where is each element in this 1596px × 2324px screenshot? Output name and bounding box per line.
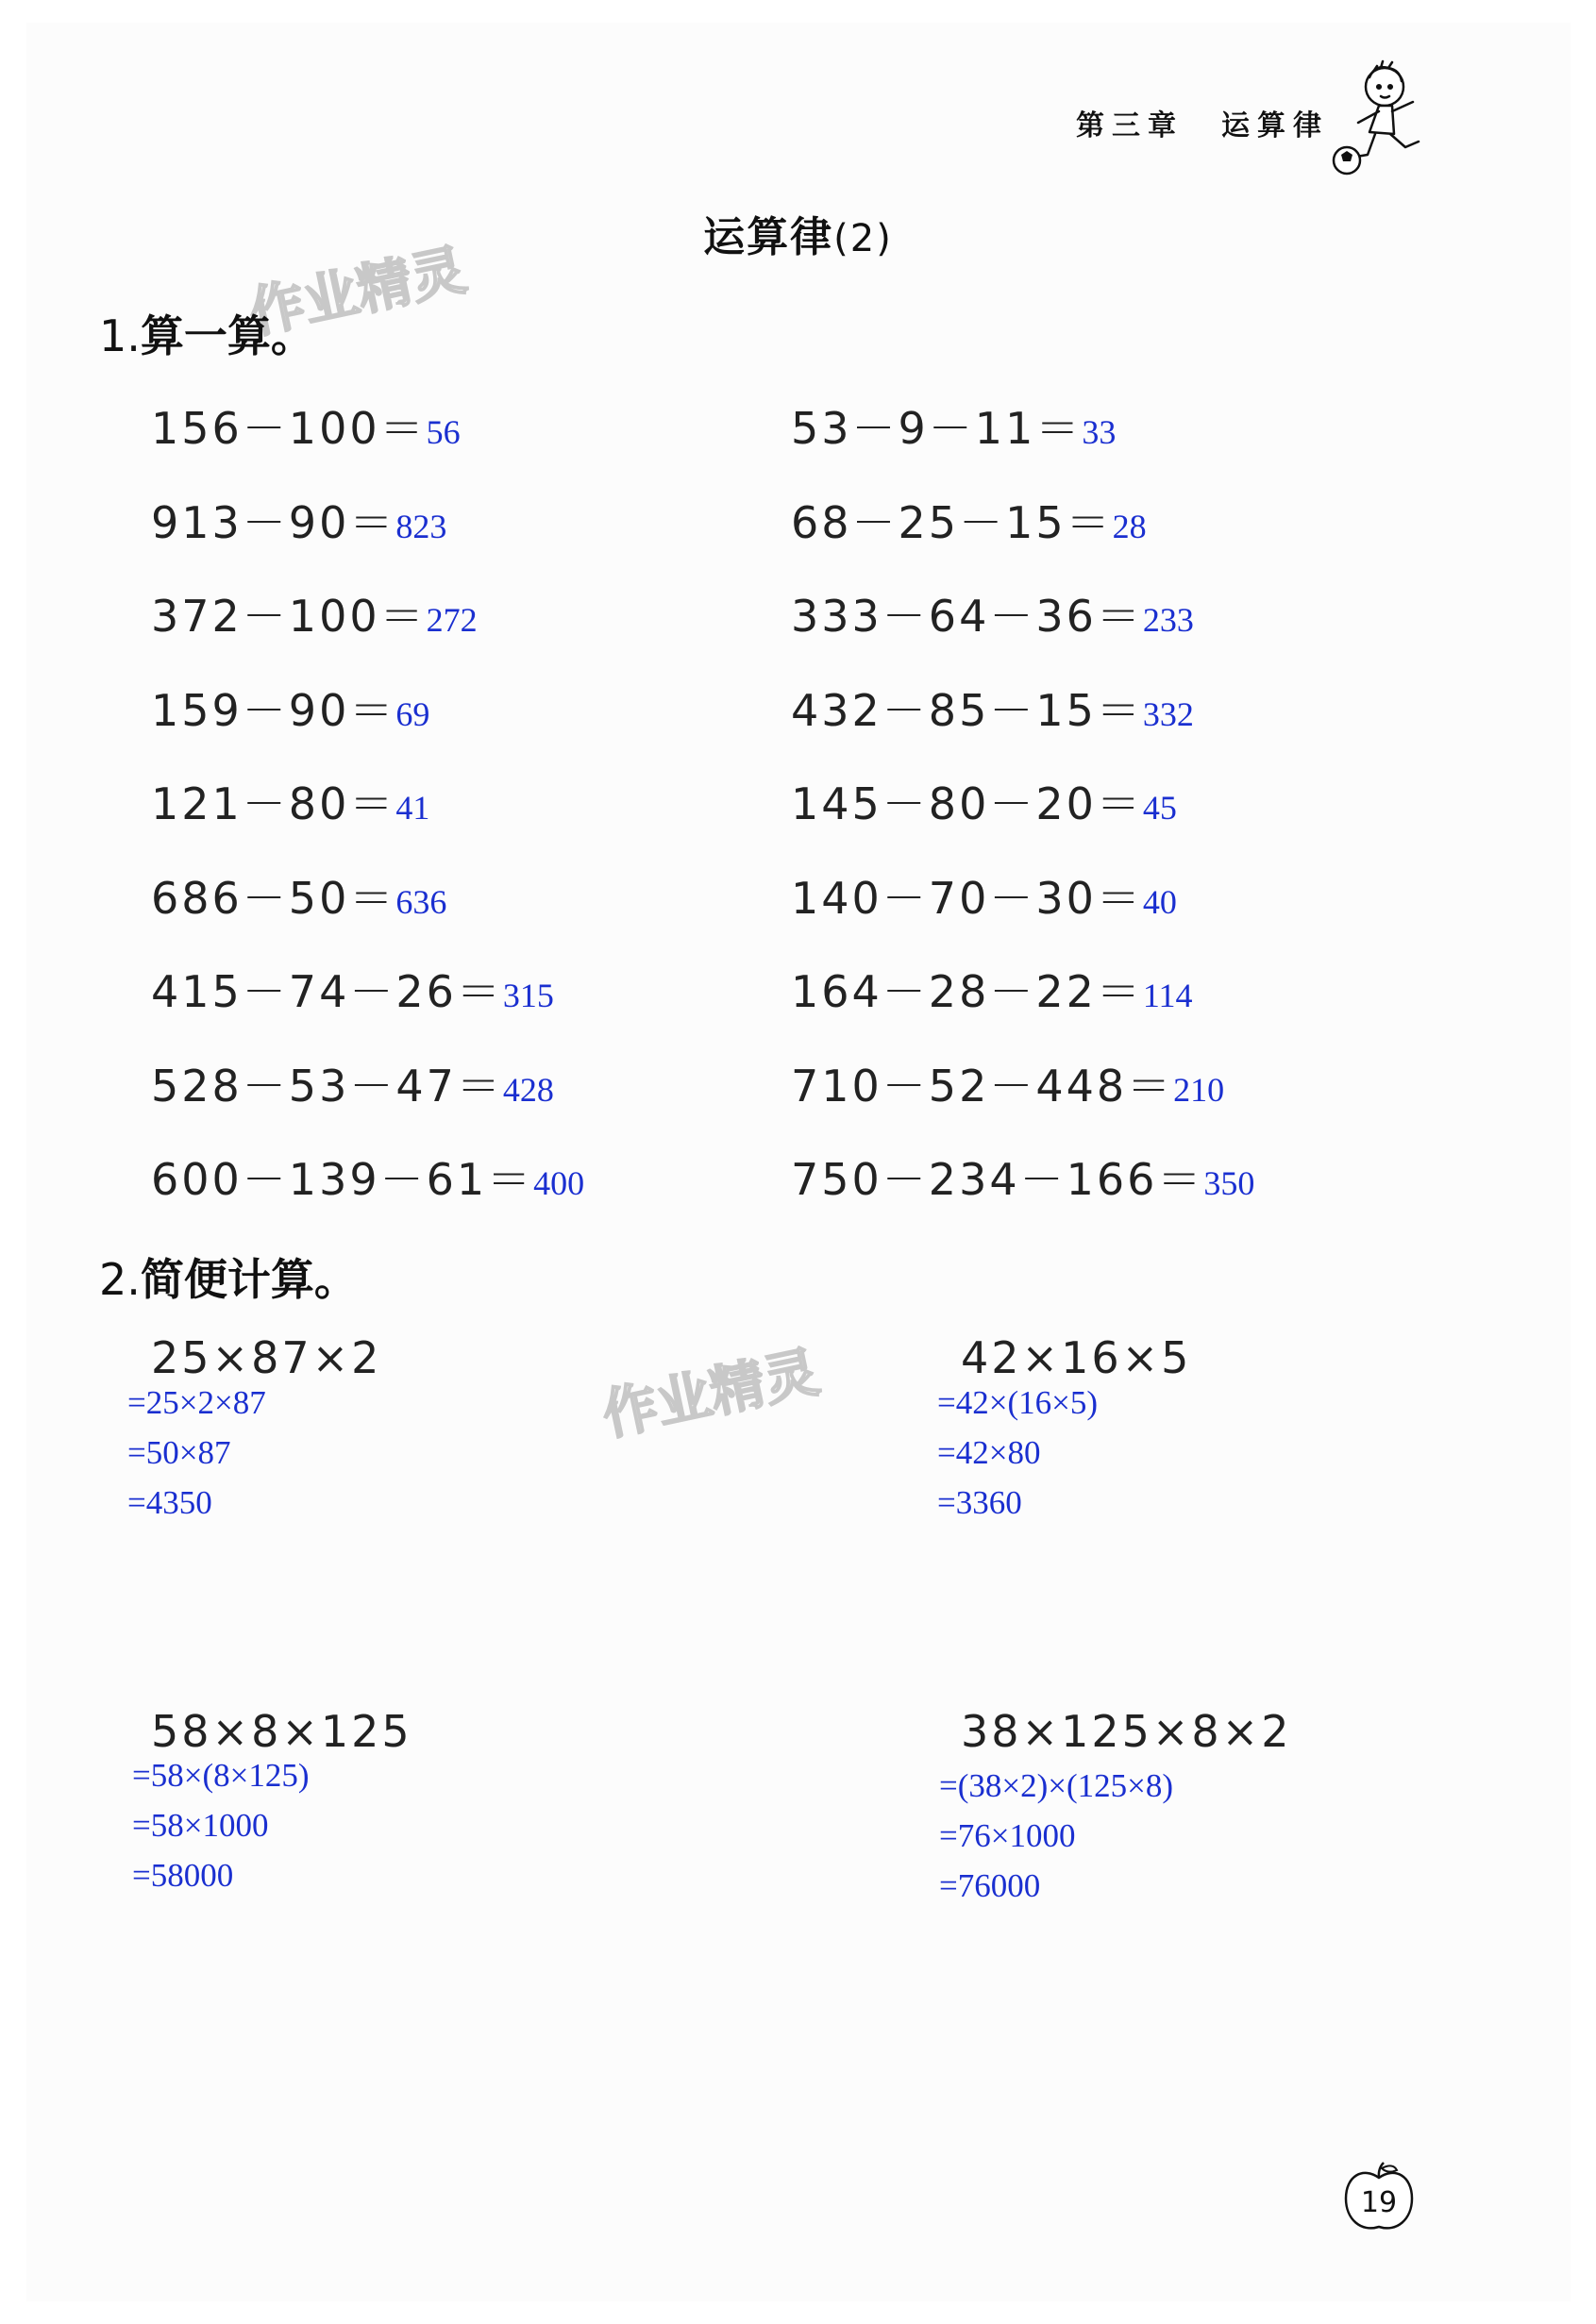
worked-steps xyxy=(127,1378,266,1528)
step-line: =76000 xyxy=(939,1867,1041,1904)
calc-problem xyxy=(151,394,461,457)
problem-answer: 350 xyxy=(1203,1164,1255,1202)
chapter-topic: 运算律 xyxy=(1221,109,1329,142)
step-line: =3360 xyxy=(937,1484,1022,1521)
step-line: =58×(8×125) xyxy=(132,1757,310,1794)
problem-answer: 45 xyxy=(1142,789,1177,827)
problem-answer: 41 xyxy=(395,789,430,827)
calc-problem xyxy=(151,864,446,927)
problem-expression: 145－80－20＝ xyxy=(791,778,1143,829)
section1-number: 1. xyxy=(99,310,141,361)
worked-steps xyxy=(939,1761,1173,1911)
problem-expression: 140－70－30＝ xyxy=(791,872,1143,924)
step-line: =58×1000 xyxy=(132,1807,269,1844)
problem-answer: 233 xyxy=(1142,601,1194,639)
worked-steps xyxy=(132,1750,310,1900)
watermark-top: 作业精灵 xyxy=(244,237,472,346)
simplify-expression: 58×8×125 xyxy=(151,1706,412,1757)
problem-expression: 528－53－47＝ xyxy=(151,1060,503,1112)
problem-answer: 210 xyxy=(1173,1070,1225,1109)
calc-problem xyxy=(791,582,1194,644)
problem-expression: 333－64－36＝ xyxy=(791,591,1143,642)
problem-answer: 56 xyxy=(426,413,461,451)
page-title xyxy=(0,203,1596,263)
problem-answer: 428 xyxy=(502,1070,554,1109)
problem-expression: 686－50＝ xyxy=(151,872,396,924)
calc-problem xyxy=(151,958,554,1020)
calc-problem xyxy=(791,770,1177,832)
step-line: =76×1000 xyxy=(939,1817,1076,1854)
section2-title: 简便计算。 xyxy=(140,1254,358,1305)
title-text: 运算律 xyxy=(703,213,834,261)
problem-answer: 33 xyxy=(1082,413,1117,451)
title-lesson-number: (2) xyxy=(833,217,893,260)
section1-heading xyxy=(99,302,314,364)
calc-problem xyxy=(151,582,478,644)
problem-expression: 750－234－166＝ xyxy=(791,1154,1204,1205)
calc-problem xyxy=(151,1145,584,1208)
step-line: =4350 xyxy=(127,1484,212,1521)
problem-expression: 53－9－11＝ xyxy=(791,403,1083,454)
problem-answer: 400 xyxy=(533,1164,585,1202)
boy-kicking-ball-icon xyxy=(1326,57,1439,179)
problem-answer: 823 xyxy=(395,507,447,545)
calc-problem xyxy=(791,1052,1224,1114)
calc-problem xyxy=(151,489,446,551)
step-line: =25×2×87 xyxy=(127,1384,266,1421)
problem-expression: 913－90＝ xyxy=(151,496,396,548)
step-line: =(38×2)×(125×8) xyxy=(939,1767,1174,1804)
calc-problem xyxy=(791,394,1116,457)
section1-title: 算一算。 xyxy=(140,310,314,361)
problem-expression: 156－100＝ xyxy=(151,403,427,454)
calc-problem xyxy=(791,489,1147,551)
problem-answer: 114 xyxy=(1142,977,1193,1014)
problem-expression: 164－28－22＝ xyxy=(791,966,1143,1017)
page-number: 19 xyxy=(1360,2185,1398,2219)
worked-steps xyxy=(937,1378,1098,1528)
problem-answer: 332 xyxy=(1142,694,1194,733)
problem-expression: 600－139－61＝ xyxy=(151,1154,534,1205)
calc-problem xyxy=(151,770,429,832)
calc-problem xyxy=(791,958,1193,1020)
problem-expression: 415－74－26＝ xyxy=(151,966,503,1017)
calc-problem xyxy=(791,864,1177,927)
problem-expression: 159－90＝ xyxy=(151,684,396,736)
problem-answer: 28 xyxy=(1112,507,1147,545)
step-line: =42×(16×5) xyxy=(937,1384,1099,1421)
calc-problem xyxy=(151,1052,554,1114)
problem-expression: 121－80＝ xyxy=(151,778,396,829)
step-line: =42×80 xyxy=(937,1434,1041,1471)
calc-problem xyxy=(791,1145,1254,1208)
chapter-label: 第三章 xyxy=(1076,109,1184,142)
simplify-expression: 25×87×2 xyxy=(151,1332,382,1383)
simplify-expression: 38×125×8×2 xyxy=(961,1706,1292,1757)
problem-expression: 432－85－15＝ xyxy=(791,684,1143,736)
problem-answer: 272 xyxy=(426,601,478,639)
calc-problem xyxy=(791,677,1194,739)
page-number-badge xyxy=(1340,2161,1418,2236)
problem-answer: 40 xyxy=(1142,882,1177,921)
watermark-middle: 作业精灵 xyxy=(596,1339,825,1448)
step-line: =58000 xyxy=(132,1857,234,1894)
problem-expression: 68－25－15＝ xyxy=(791,496,1113,548)
section2-number: 2. xyxy=(99,1254,141,1305)
problem-expression: 710－52－448＝ xyxy=(791,1060,1174,1112)
problem-expression: 372－100＝ xyxy=(151,591,427,642)
calc-problem xyxy=(151,677,429,739)
problem-answer: 315 xyxy=(502,977,554,1014)
simplify-expression: 42×16×5 xyxy=(961,1332,1192,1383)
step-line: =50×87 xyxy=(127,1434,231,1471)
problem-answer: 636 xyxy=(395,882,447,921)
section2-heading xyxy=(99,1246,358,1308)
problem-answer: 69 xyxy=(395,694,430,733)
chapter-header xyxy=(1076,102,1329,143)
